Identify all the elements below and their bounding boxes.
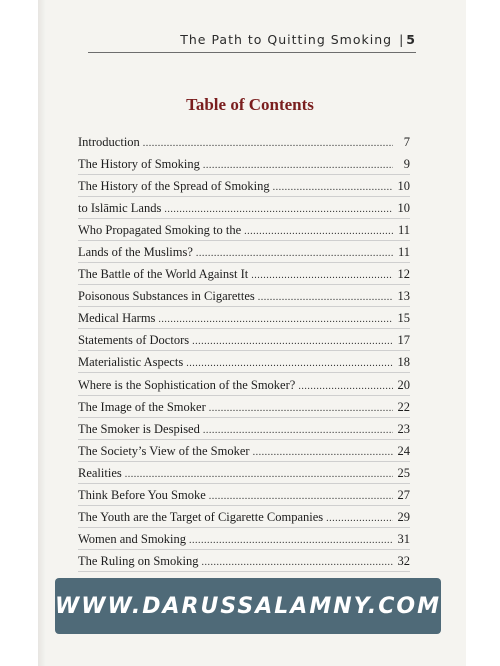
toc-entry-page: 29 xyxy=(397,509,410,524)
toc-leader-dots xyxy=(209,401,393,417)
toc-entry-page: 9 xyxy=(403,157,410,172)
toc-leader-dots xyxy=(203,158,393,174)
toc-entry xyxy=(78,178,410,200)
toc-entry-page: 23 xyxy=(397,421,410,436)
toc-entry xyxy=(78,531,410,553)
toc-entry-page: 22 xyxy=(397,399,410,414)
toc-leader-dots xyxy=(158,312,393,328)
toc-leader-dots xyxy=(273,180,393,196)
toc-entry-title: Medical Harms xyxy=(78,311,156,326)
running-head-separator: | xyxy=(399,32,405,47)
toc-entry xyxy=(78,354,410,376)
toc-entry-title: The History of Smoking xyxy=(78,157,200,172)
toc-leader-dots xyxy=(244,224,393,240)
toc-entry-page: 25 xyxy=(397,465,410,480)
toc-entry-title: Who Propagated Smoking to the xyxy=(78,223,242,238)
toc-title: Table of Contents xyxy=(186,95,314,114)
toc-leader-dots xyxy=(258,290,393,306)
toc-entry xyxy=(78,222,410,244)
page-number: 5 xyxy=(406,32,416,47)
toc-entry-page: 15 xyxy=(397,311,410,326)
toc-entry xyxy=(78,443,410,465)
toc-entry-page: 10 xyxy=(397,201,410,216)
toc-leader-dots xyxy=(125,467,393,483)
toc-entry-page: 24 xyxy=(397,443,410,458)
toc-leader-dots xyxy=(164,202,393,218)
toc-entry-title: Women and Smoking xyxy=(78,531,187,546)
toc-list xyxy=(78,134,410,597)
toc-entry-title: Lands of the Muslims? xyxy=(78,245,193,260)
toc-entry-title: The Society’s View of the Smoker xyxy=(78,443,250,458)
toc-entry-title: to Islāmic Lands xyxy=(78,201,162,216)
toc-leader-dots xyxy=(196,246,393,262)
toc-leader-dots xyxy=(189,533,393,549)
toc-entry-title: Statements of Doctors xyxy=(78,333,190,348)
toc-entry-title: The Smoker is Despised xyxy=(78,421,200,436)
toc-entry-title: Introduction xyxy=(78,135,140,149)
toc-entry-page: 12 xyxy=(397,267,410,282)
toc-leader-dots xyxy=(298,379,393,395)
toc-entry-title: Poisonous Substances in Cigarettes xyxy=(78,289,255,304)
toc-entry xyxy=(78,266,410,288)
toc-entry-page: 18 xyxy=(397,355,410,370)
toc-entry-page: 17 xyxy=(397,333,410,348)
toc-entry-page: 20 xyxy=(397,377,410,392)
toc-entry xyxy=(78,553,410,575)
toc-entry-page: 27 xyxy=(397,487,410,502)
toc-entry xyxy=(78,377,410,399)
toc-entry xyxy=(78,399,410,421)
toc-entry xyxy=(78,288,410,310)
toc-entry-page: 31 xyxy=(397,531,410,546)
watermark-banner xyxy=(55,578,441,634)
toc-entry xyxy=(78,244,410,266)
watermark-text: WWW.DARUSSALAMNY.COM xyxy=(55,593,442,619)
toc-leader-dots xyxy=(192,334,393,350)
toc-entry xyxy=(78,465,410,487)
toc-entry-page: 11 xyxy=(397,223,410,238)
toc-leader-dots xyxy=(143,136,393,152)
toc-entry-title: The Ruling on Smoking xyxy=(78,553,199,568)
toc-entry-title: The Youth are the Target of Cigarette Companies xyxy=(78,509,324,524)
toc-entry-page: 11 xyxy=(397,245,410,260)
toc-entry xyxy=(78,332,410,354)
toc-leader-dots xyxy=(186,356,393,372)
toc-entry-title: The History of the Spread of Smoking xyxy=(78,179,270,194)
toc-leader-dots xyxy=(326,511,393,527)
toc-entry-title: Materialistic Aspects xyxy=(78,355,184,370)
toc-entry xyxy=(78,134,410,156)
toc-entry xyxy=(78,200,410,222)
toc-entry-page: 7 xyxy=(403,135,410,149)
toc-entry-title: Think Before You Smoke xyxy=(78,487,206,502)
toc-entry-title: The Battle of the World Against It xyxy=(78,267,249,282)
toc-leader-dots xyxy=(202,555,394,571)
toc-entry xyxy=(78,421,410,443)
toc-entry-title: The Image of the Smoker xyxy=(78,399,206,414)
toc-leader-dots xyxy=(203,423,393,439)
toc-entry-page: 32 xyxy=(397,553,410,568)
toc-entry xyxy=(78,487,410,509)
toc-leader-dots xyxy=(253,445,393,461)
toc-entry-page: 10 xyxy=(397,179,410,194)
toc-leader-dots xyxy=(251,268,393,284)
toc-entry xyxy=(78,509,410,531)
toc-entry-title: Where is the Sophistication of the Smoker? xyxy=(78,377,296,392)
toc-leader-dots xyxy=(209,489,393,505)
running-head-title: The Path to Quitting Smoking xyxy=(180,32,393,47)
toc-entry xyxy=(78,156,410,178)
toc-entry xyxy=(78,310,410,332)
running-head xyxy=(88,32,416,53)
toc-entry-title: Realities xyxy=(78,465,122,480)
toc-entry-page: 13 xyxy=(397,289,410,304)
